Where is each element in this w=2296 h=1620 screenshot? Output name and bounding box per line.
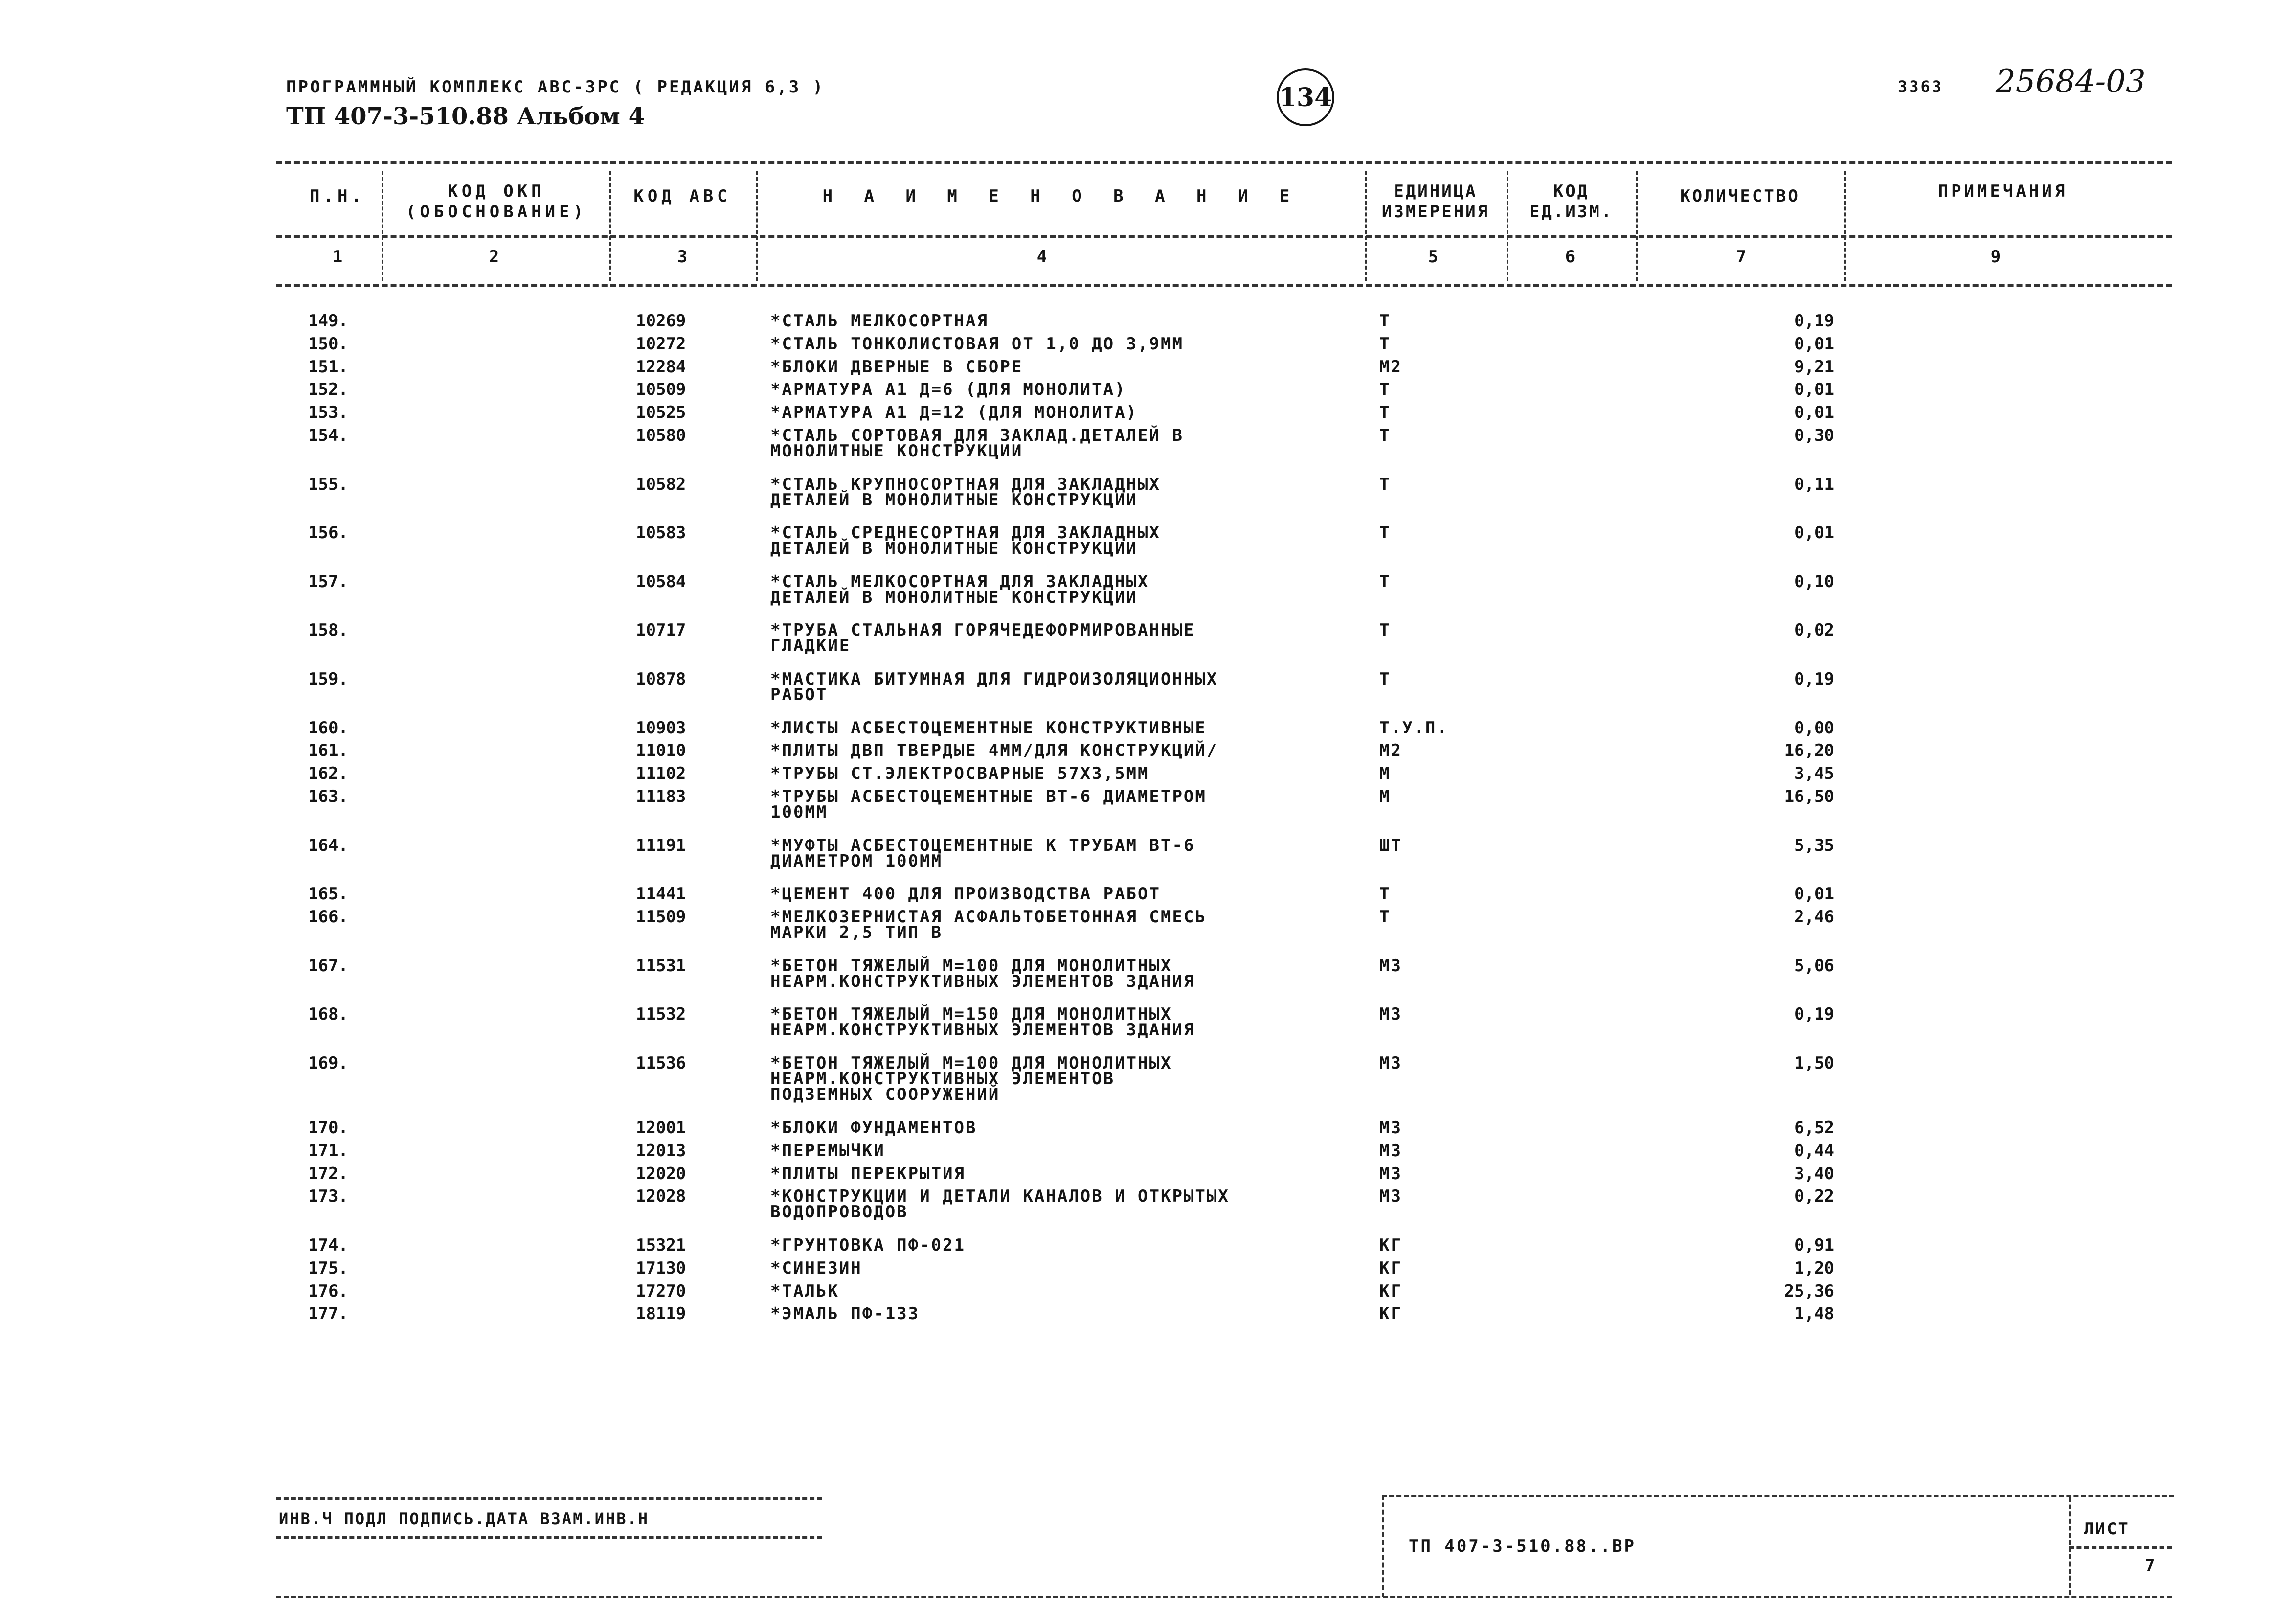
row-unit: Т xyxy=(1379,669,1391,689)
row-name: *ГРУНТОВКА ПФ-021 xyxy=(770,1235,966,1255)
page-number-circle: 134 xyxy=(1277,68,1334,126)
row-name: *ТАЛЬК xyxy=(770,1281,839,1301)
column-divider xyxy=(382,171,383,281)
row-name: *СТАЛЬ СОРТОВАЯ ДЛЯ ЗАКЛАД.ДЕТАЛЕЙ В МОНОЛИТНЫЕ КОНСТРУКЦИИ xyxy=(770,425,1184,461)
footer-bottom-rule xyxy=(276,1596,2172,1598)
row-number: 175. xyxy=(308,1258,348,1278)
col-number: 3 xyxy=(677,247,688,267)
row-unit: КГ xyxy=(1379,1258,1402,1278)
table-body xyxy=(0,313,2296,1329)
row-number: 169. xyxy=(308,1053,348,1073)
album-title: ТП 407-3-510.88 Альбом 4 xyxy=(286,103,645,130)
col-number: 2 xyxy=(489,247,499,267)
header-bottom-rule xyxy=(276,284,2172,287)
row-name: *ТРУБА СТАЛЬНАЯ ГОРЯЧЕДЕФОРМИРОВАННЫЕ ГЛАДКИЕ xyxy=(770,620,1195,656)
table-row xyxy=(0,622,2296,671)
row-abc-code: 18119 xyxy=(636,1304,686,1324)
row-name: *ЛИСТЫ АСБЕСТОЦЕМЕНТНЫЕ КОНСТРУКТИВНЫЕ xyxy=(770,718,1207,738)
row-unit: М3 xyxy=(1379,1186,1402,1207)
row-number: 167. xyxy=(308,956,348,976)
table-row xyxy=(0,766,2296,789)
row-abc-code: 10509 xyxy=(636,380,686,400)
row-name: *СТАЛЬ СРЕДНЕСОРТНАЯ ДЛЯ ЗАКЛАДНЫХ ДЕТАЛЕЙ В МОНОЛИТНЫЕ КОНСТРУКЦИИ xyxy=(770,523,1161,559)
row-abc-code: 10878 xyxy=(636,669,686,689)
sheet-number: 7 xyxy=(2145,1556,2155,1575)
row-unit: Т xyxy=(1379,380,1391,400)
row-unit: М3 xyxy=(1379,956,1402,976)
col-header-abc: КОД АВС xyxy=(633,186,731,206)
row-number: 162. xyxy=(308,764,348,784)
table-row xyxy=(0,1143,2296,1166)
row-quantity: 0,22 xyxy=(1794,1186,1834,1207)
row-abc-code: 10272 xyxy=(636,334,686,354)
col-number: 6 xyxy=(1565,247,1576,267)
row-name: *БЕТОН ТЯЖЕЛЫЙ М=100 ДЛЯ МОНОЛИТНЫХ НЕАРМ.КОНСТРУКТИВНЫХ ЭЛЕМЕНТОВ ЗДАНИЯ xyxy=(770,956,1195,991)
row-unit: Т xyxy=(1379,571,1391,592)
row-quantity: 16,20 xyxy=(1784,741,1834,761)
row-unit: Т xyxy=(1379,474,1391,494)
row-abc-code: 11536 xyxy=(636,1053,686,1073)
row-abc-code: 10717 xyxy=(636,620,686,640)
header-mid-rule xyxy=(276,235,2172,238)
row-quantity: 6,52 xyxy=(1794,1118,1834,1138)
footer-rule xyxy=(276,1497,822,1500)
sheet-rule xyxy=(2069,1546,2172,1549)
document-code: 3363 xyxy=(1898,77,1944,96)
row-quantity: 1,50 xyxy=(1794,1053,1834,1073)
table-row xyxy=(0,671,2296,720)
column-divider xyxy=(1636,171,1638,281)
table-row xyxy=(0,1306,2296,1329)
row-unit: М3 xyxy=(1379,1004,1402,1025)
row-unit: М3 xyxy=(1379,1141,1402,1161)
handwritten-number: 25684-03 xyxy=(1996,64,2146,100)
row-unit: Т xyxy=(1379,907,1391,927)
row-abc-code: 11102 xyxy=(636,764,686,784)
col-header-notes: ПРИМЕЧАНИЯ xyxy=(1938,182,2068,201)
table-row xyxy=(0,720,2296,743)
col-header-unit: ЕДИНИЦА ИЗМЕРЕНИЯ xyxy=(1381,182,1490,222)
row-quantity: 0,01 xyxy=(1794,403,1834,423)
row-quantity: 3,40 xyxy=(1794,1164,1834,1184)
row-number: 168. xyxy=(308,1004,348,1025)
table-row xyxy=(0,1188,2296,1237)
row-abc-code: 12028 xyxy=(636,1186,686,1207)
row-quantity: 5,06 xyxy=(1794,956,1834,976)
column-divider xyxy=(1844,171,1846,281)
col-number: 9 xyxy=(1990,247,2001,267)
row-number: 152. xyxy=(308,380,348,400)
row-name: *СТАЛЬ ТОНКОЛИСТОВАЯ ОТ 1,0 ДО 3,9ММ xyxy=(770,334,1184,354)
row-number: 173. xyxy=(308,1186,348,1207)
row-number: 171. xyxy=(308,1141,348,1161)
row-quantity: 3,45 xyxy=(1794,764,1834,784)
row-abc-code: 12020 xyxy=(636,1164,686,1184)
row-name: *СИНЕЗИН xyxy=(770,1258,862,1278)
table-row xyxy=(0,743,2296,766)
table-row xyxy=(0,336,2296,359)
column-divider xyxy=(756,171,758,281)
table-row xyxy=(0,359,2296,382)
row-abc-code: 12284 xyxy=(636,357,686,377)
row-number: 163. xyxy=(308,786,348,806)
row-name: *ТРУБЫ АСБЕСТОЦЕМЕНТНЫЕ ВТ-6 ДИАМЕТРОМ 100ММ xyxy=(770,786,1207,822)
row-number: 176. xyxy=(308,1281,348,1301)
row-name: *ЭМАЛЬ ПФ-133 xyxy=(770,1304,920,1324)
row-unit: М3 xyxy=(1379,1118,1402,1138)
table-row xyxy=(0,1006,2296,1055)
row-name: *БЛОКИ ФУНДАМЕНТОВ xyxy=(770,1118,977,1138)
table-row xyxy=(0,1055,2296,1120)
program-line: ПРОГРАММНЫЙ КОМПЛЕКС АВС-ЗРС ( РЕДАКЦИЯ 6,3 ) xyxy=(286,77,825,97)
row-name: *БЕТОН ТЯЖЕЛЫЙ М=100 ДЛЯ МОНОЛИТНЫХ НЕАРМ.КОНСТРУКТИВНЫХ ЭЛЕМЕНТОВ ПОДЗЕМНЫХ СООРУЖЕНИЙ xyxy=(770,1053,1172,1104)
row-number: 151. xyxy=(308,357,348,377)
row-name: *МЕЛКОЗЕРНИСТАЯ АСФАЛЬТОБЕТОННАЯ СМЕСЬ МАРКИ 2,5 ТИП В xyxy=(770,907,1207,942)
table-row xyxy=(0,909,2296,958)
row-number: 172. xyxy=(308,1164,348,1184)
row-unit: М xyxy=(1379,786,1391,806)
row-abc-code: 10269 xyxy=(636,311,686,331)
row-unit: Т xyxy=(1379,620,1391,640)
row-quantity: 1,20 xyxy=(1794,1258,1834,1278)
row-unit: КГ xyxy=(1379,1304,1402,1324)
row-abc-code: 10584 xyxy=(636,571,686,592)
row-abc-code: 11183 xyxy=(636,786,686,806)
row-number: 166. xyxy=(308,907,348,927)
col-number: 4 xyxy=(1036,247,1047,267)
footer-rule xyxy=(276,1536,822,1539)
row-number: 177. xyxy=(308,1304,348,1324)
column-divider xyxy=(609,171,611,281)
row-abc-code: 11441 xyxy=(636,884,686,904)
col-header-name: Н А И М Е Н О В А Н И Е xyxy=(822,186,1301,206)
table-row xyxy=(0,525,2296,574)
row-unit: Т xyxy=(1379,311,1391,331)
row-name: *СТАЛЬ МЕЛКОСОРТНАЯ ДЛЯ ЗАКЛАДНЫХ ДЕТАЛЕЙ В МОНОЛИТНЫЕ КОНСТРУКЦИИ xyxy=(770,571,1149,607)
row-quantity: 0,10 xyxy=(1794,571,1834,592)
row-number: 157. xyxy=(308,571,348,592)
row-unit: КГ xyxy=(1379,1235,1402,1255)
row-name: *ПЛИТЫ ДВП ТВЕРДЫЕ 4ММ/ДЛЯ КОНСТРУКЦИЙ/ xyxy=(770,741,1218,761)
row-quantity: 0,30 xyxy=(1794,425,1834,445)
table-row xyxy=(0,1120,2296,1143)
row-quantity: 0,11 xyxy=(1794,474,1834,494)
column-divider xyxy=(1365,171,1367,281)
row-unit: Т xyxy=(1379,403,1391,423)
row-abc-code: 12013 xyxy=(636,1141,686,1161)
row-unit: Т xyxy=(1379,523,1391,543)
col-header-unit-code: КОД ЕД.ИЗМ. xyxy=(1529,182,1614,222)
row-unit: Т xyxy=(1379,884,1391,904)
col-number: 7 xyxy=(1736,247,1747,267)
row-quantity: 0,01 xyxy=(1794,523,1834,543)
table-row xyxy=(0,786,2296,838)
row-name: *АРМАТУРА А1 Д=6 (ДЛЯ МОНОЛИТА) xyxy=(770,380,1126,400)
row-number: 153. xyxy=(308,403,348,423)
col-number: 5 xyxy=(1428,247,1439,267)
row-number: 156. xyxy=(308,523,348,543)
row-name: *СТАЛЬ МЕЛКОСОРТНАЯ xyxy=(770,311,989,331)
row-quantity: 0,00 xyxy=(1794,718,1834,738)
table-row xyxy=(0,1283,2296,1306)
table-row xyxy=(0,571,2296,623)
row-name: *БЛОКИ ДВЕРНЫЕ В СБОРЕ xyxy=(770,357,1023,377)
footer-signature-label: ИНВ.Ч ПОДЛ ПОДПИСЬ.ДАТА ВЗАМ.ИНВ.Н xyxy=(279,1509,650,1528)
row-abc-code: 17130 xyxy=(636,1258,686,1278)
table-row xyxy=(0,425,2296,477)
row-quantity: 0,19 xyxy=(1794,669,1834,689)
row-number: 165. xyxy=(308,884,348,904)
col-number: 1 xyxy=(332,247,343,267)
row-name: *ПЕРЕМЫЧКИ xyxy=(770,1141,885,1161)
row-quantity: 0,01 xyxy=(1794,334,1834,354)
row-quantity: 16,50 xyxy=(1784,786,1834,806)
row-unit: Т xyxy=(1379,425,1391,445)
row-quantity: 0,02 xyxy=(1794,620,1834,640)
row-number: 160. xyxy=(308,718,348,738)
row-abc-code: 17270 xyxy=(636,1281,686,1301)
row-number: 154. xyxy=(308,425,348,445)
row-number: 170. xyxy=(308,1118,348,1138)
row-unit: Т xyxy=(1379,334,1391,354)
row-name: *КОНСТРУКЦИИ И ДЕТАЛИ КАНАЛОВ И ОТКРЫТЫХ ВОДОПРОВОДОВ xyxy=(770,1186,1230,1222)
row-number: 149. xyxy=(308,311,348,331)
row-abc-code: 10580 xyxy=(636,425,686,445)
row-quantity: 25,36 xyxy=(1784,1281,1834,1301)
row-quantity: 0,44 xyxy=(1794,1141,1834,1161)
row-abc-code: 11509 xyxy=(636,907,686,927)
row-quantity: 0,19 xyxy=(1794,1004,1834,1025)
row-abc-code: 10583 xyxy=(636,523,686,543)
row-abc-code: 11532 xyxy=(636,1004,686,1025)
row-number: 150. xyxy=(308,334,348,354)
table-row xyxy=(0,405,2296,428)
header-top-rule xyxy=(276,161,2172,164)
row-name: *АРМАТУРА А1 Д=12 (ДЛЯ МОНОЛИТА) xyxy=(770,403,1138,423)
row-unit: М3 xyxy=(1379,1053,1402,1073)
row-name: *БЕТОН ТЯЖЕЛЫЙ М=150 ДЛЯ МОНОЛИТНЫХ НЕАРМ.КОНСТРУКТИВНЫХ ЭЛЕМЕНТОВ ЗДАНИЯ xyxy=(770,1004,1195,1040)
table-row xyxy=(0,886,2296,909)
row-quantity: 2,46 xyxy=(1794,907,1834,927)
row-unit: М xyxy=(1379,764,1391,784)
column-divider xyxy=(1507,171,1508,281)
row-abc-code: 15321 xyxy=(636,1235,686,1255)
row-number: 158. xyxy=(308,620,348,640)
col-header-no: П.Н. xyxy=(310,186,365,206)
row-number: 161. xyxy=(308,741,348,761)
row-abc-code: 10525 xyxy=(636,403,686,423)
row-abc-code: 11531 xyxy=(636,956,686,976)
row-name: *ЦЕМЕНТ 400 ДЛЯ ПРОИЗВОДСТВА РАБОТ xyxy=(770,884,1161,904)
table-row xyxy=(0,958,2296,1007)
row-quantity: 9,21 xyxy=(1794,357,1834,377)
row-unit: КГ xyxy=(1379,1281,1402,1301)
row-name: *ПЛИТЫ ПЕРЕКРЫТИЯ xyxy=(770,1164,966,1184)
table-row xyxy=(0,835,2296,887)
row-abc-code: 12001 xyxy=(636,1118,686,1138)
row-quantity: 0,91 xyxy=(1794,1235,1834,1255)
row-number: 174. xyxy=(308,1235,348,1255)
row-abc-code: 11010 xyxy=(636,741,686,761)
row-number: 155. xyxy=(308,474,348,494)
row-unit: М2 xyxy=(1379,741,1402,761)
row-unit: ШТ xyxy=(1379,835,1402,855)
table-row xyxy=(0,382,2296,405)
row-unit: М2 xyxy=(1379,357,1402,377)
row-abc-code: 11191 xyxy=(636,835,686,855)
col-header-okp: КОД ОКП (ОБОСНОВАНИЕ) xyxy=(405,182,587,222)
row-abc-code: 10903 xyxy=(636,718,686,738)
row-quantity: 0,01 xyxy=(1794,884,1834,904)
row-abc-code: 10582 xyxy=(636,474,686,494)
row-quantity: 1,48 xyxy=(1794,1304,1834,1324)
row-quantity: 0,01 xyxy=(1794,380,1834,400)
row-quantity: 5,35 xyxy=(1794,835,1834,855)
row-number: 159. xyxy=(308,669,348,689)
row-name: *МАСТИКА БИТУМНАЯ ДЛЯ ГИДРОИЗОЛЯЦИОННЫХ РАБОТ xyxy=(770,669,1218,705)
table-row xyxy=(0,1260,2296,1283)
row-name: *МУФТЫ АСБЕСТОЦЕМЕНТНЫЕ К ТРУБАМ ВТ-6 ДИАМЕТРОМ 100ММ xyxy=(770,835,1195,871)
row-unit: Т.У.П. xyxy=(1379,718,1448,738)
row-unit: М3 xyxy=(1379,1164,1402,1184)
row-name: *СТАЛЬ КРУПНОСОРТНАЯ ДЛЯ ЗАКЛАДНЫХ ДЕТАЛЕЙ В МОНОЛИТНЫЕ КОНСТРУКЦИИ xyxy=(770,474,1161,510)
sheet-label: ЛИСТ xyxy=(2084,1519,2130,1539)
col-header-qty: КОЛИЧЕСТВО xyxy=(1680,186,1800,206)
table-row xyxy=(0,1166,2296,1189)
footer-document-reference: ТП 407-3-510.88..ВР xyxy=(1409,1536,1636,1556)
table-row xyxy=(0,1237,2296,1260)
table-row xyxy=(0,313,2296,336)
row-quantity: 0,19 xyxy=(1794,311,1834,331)
row-number: 164. xyxy=(308,835,348,855)
row-name: *ТРУБЫ СТ.ЭЛЕКТРОСВАРНЫЕ 57Х3,5ММ xyxy=(770,764,1149,784)
table-row xyxy=(0,474,2296,525)
